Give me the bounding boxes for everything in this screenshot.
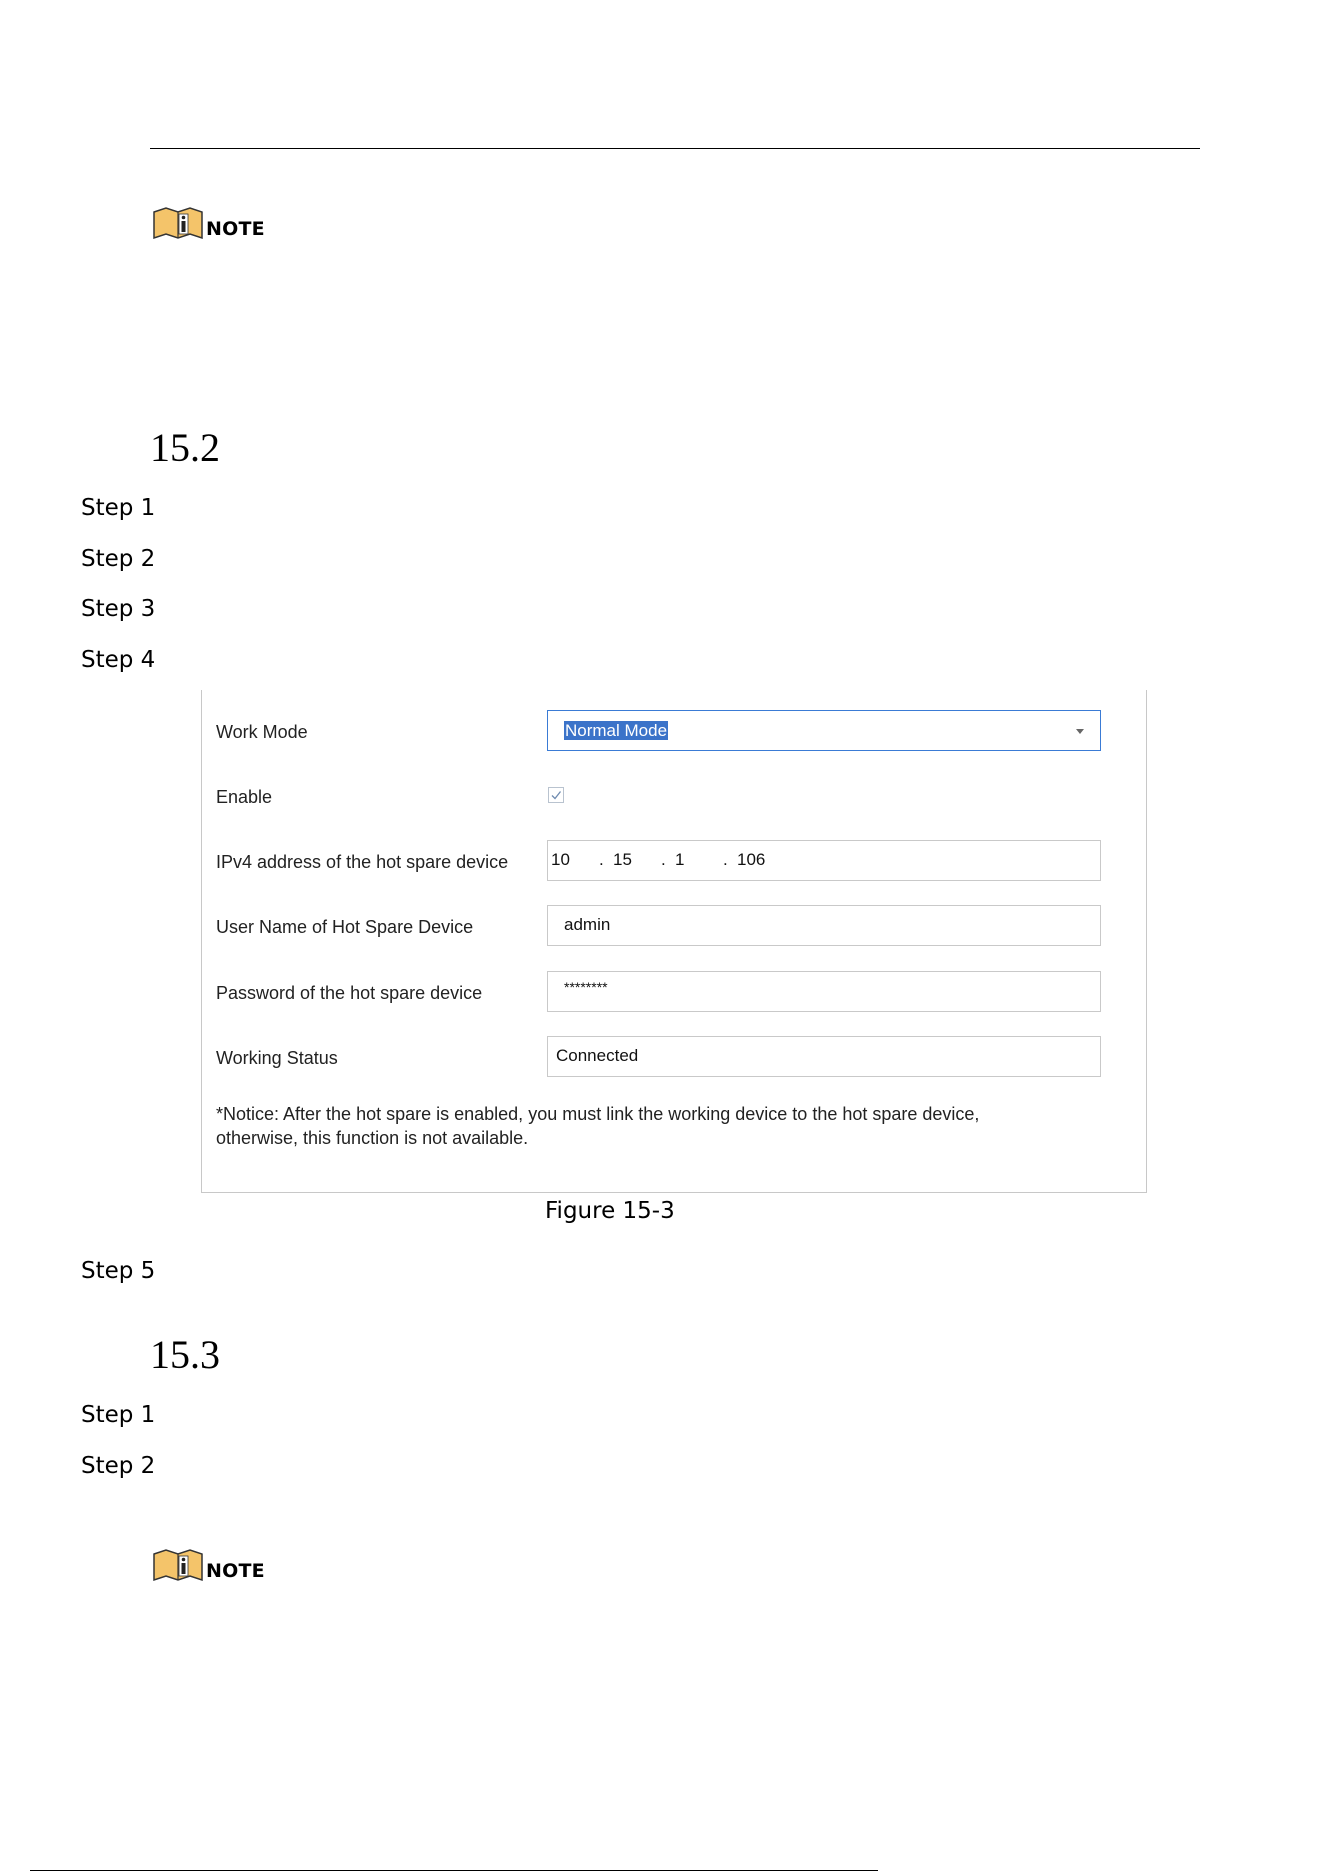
- ipv4-separator: .: [661, 850, 666, 869]
- ipv4-octet[interactable]: 1: [675, 850, 685, 869]
- step-label: Step 1: [81, 1402, 156, 1428]
- ipv4-field[interactable]: [547, 840, 1101, 881]
- note-callout: [152, 1546, 265, 1582]
- work-mode-value: Normal Mode: [565, 721, 668, 740]
- work-mode-label: Work Mode: [216, 722, 308, 742]
- working-status-field: [547, 1036, 1101, 1077]
- username-value: admin: [564, 915, 611, 934]
- step-label: Step 1: [81, 495, 156, 521]
- ipv4-octet[interactable]: 106: [737, 850, 766, 869]
- section-number: 15.2: [150, 425, 220, 470]
- chevron-down-icon[interactable]: [1076, 729, 1084, 734]
- step-label: Step 5: [81, 1258, 156, 1284]
- enable-label: Enable: [216, 787, 273, 807]
- notice-text: [216, 1102, 1076, 1150]
- figure-caption: Figure 15-3: [545, 1198, 675, 1224]
- step-label: Step 2: [81, 1453, 156, 1479]
- ipv4-label: IPv4 address of the hot spare device: [216, 852, 509, 872]
- ipv4-separator: .: [599, 850, 604, 869]
- step-label: Step 4: [81, 647, 156, 673]
- step-label: Step 3: [81, 596, 156, 622]
- working-status-value: Connected: [556, 1046, 639, 1065]
- working-status-label: Working Status: [216, 1048, 338, 1068]
- enable-checkbox[interactable]: [548, 787, 564, 803]
- password-label: Password of the hot spare device: [216, 983, 483, 1003]
- header-rule: [150, 148, 1200, 149]
- ipv4-octet[interactable]: 15: [613, 850, 632, 869]
- password-value: ********: [564, 979, 608, 995]
- checkmark-icon: [550, 789, 562, 801]
- username-input[interactable]: [547, 905, 1101, 946]
- step-label: Step 2: [81, 546, 156, 572]
- hot-spare-settings-panel: [201, 690, 1147, 1193]
- section-number: 15.3: [150, 1332, 220, 1377]
- notice-line: otherwise, this function is not available.: [216, 1128, 529, 1148]
- info-book-icon: [152, 204, 204, 240]
- work-mode-select[interactable]: [547, 710, 1101, 751]
- note-label: NOTE: [206, 218, 265, 240]
- ipv4-octet[interactable]: 10: [551, 850, 570, 869]
- note-callout: [152, 204, 265, 240]
- notice-line: *Notice: After the hot spare is enabled, you must link the working device to the hot spare device,: [216, 1104, 980, 1124]
- username-label: User Name of Hot Spare Device: [216, 917, 474, 937]
- password-input[interactable]: [547, 971, 1101, 1012]
- ipv4-separator: .: [723, 850, 728, 869]
- footer-rule: [30, 1870, 878, 1871]
- info-book-icon: [152, 1546, 204, 1582]
- note-label: NOTE: [206, 1560, 265, 1582]
